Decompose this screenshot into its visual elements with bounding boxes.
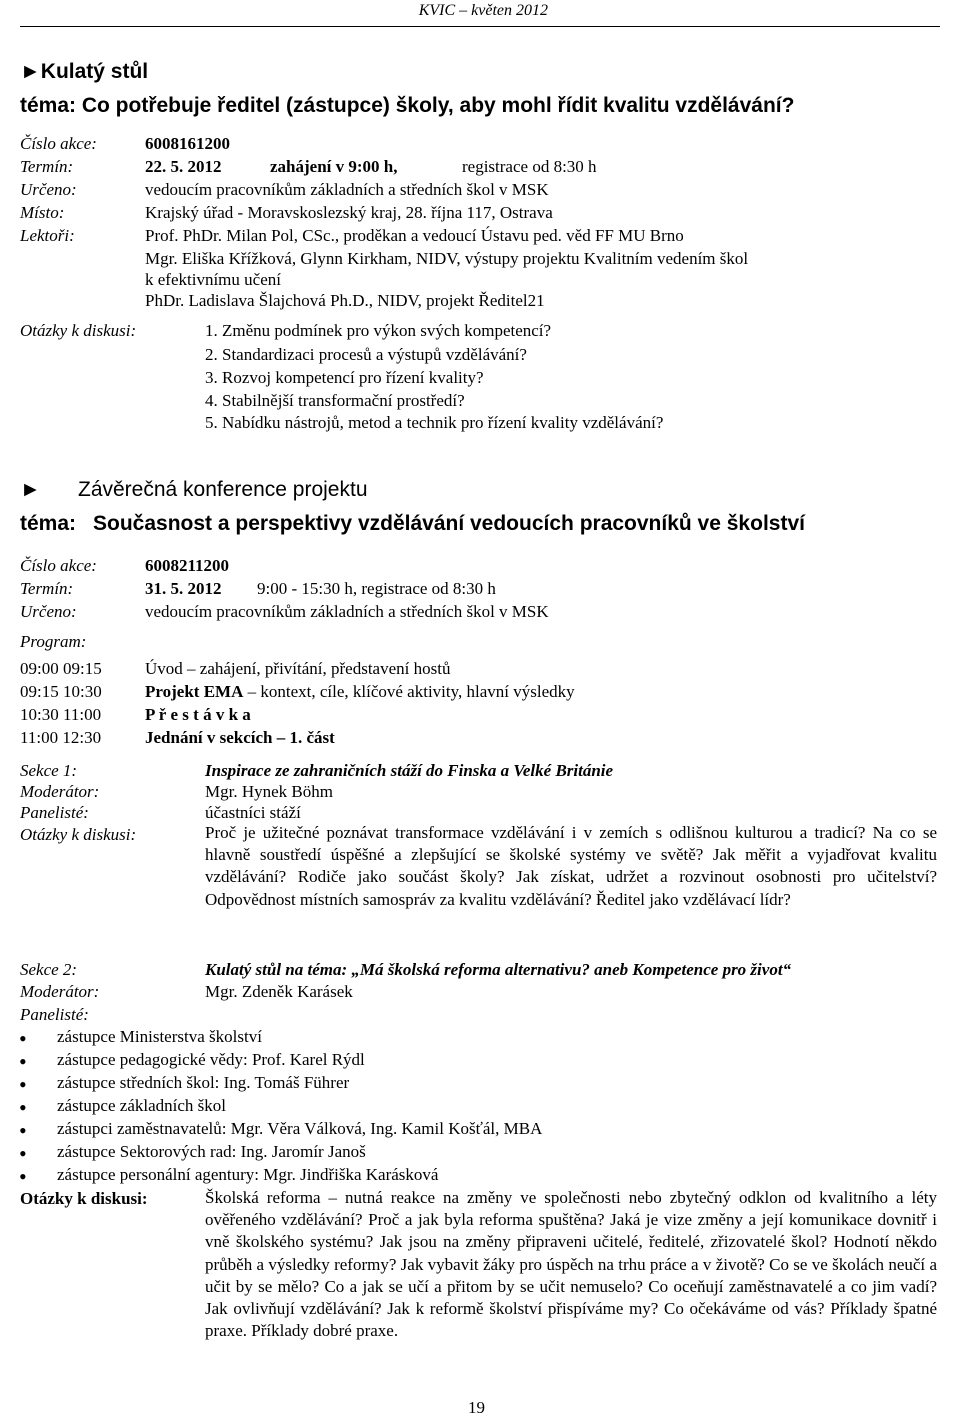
s1-label: Sekce 1:: [20, 761, 78, 780]
s2-title: Kulatý stůl na téma: „Má školská reforma alternativu? aneb Kompetence pro život“: [205, 960, 792, 979]
s2-label: Sekce 2:: [20, 960, 78, 979]
rt-action-label: Číslo akce:: [20, 134, 97, 153]
program-item-4: Jednání v sekcích – 1. část: [145, 728, 335, 747]
rt-term-start-text: zahájení v 9:00 h,: [270, 157, 398, 176]
rt-question-4: 4. Stabilnější transformační prostředí?: [205, 391, 465, 410]
bullet-icon: •: [19, 1026, 27, 1051]
conf-theme-label: téma:: [20, 512, 77, 535]
rt-lecturer-2-cont: k efektivnímu učení: [145, 270, 281, 289]
page-number: 19: [468, 1398, 485, 1417]
s1-questions-text: Proč je užitečné poznávat transformace vzdělávání i v zemích s odlišnou kulturou a tradicí? Na co se hlavně soustředí úspěšné a zlepšující se školské systémy ve světě? Jak měřit a vyjadřovat kvalitu vzdělávání? Rodiče jako součást školy? Jak získat, udržet a rozvinout osobnosti pro učitelství? Odpovědnost místních samospráv za kvalitu vzdělávání? Ředitel jako vzdělávací lídr?: [205, 823, 937, 909]
program-time-2: 09:15 10:30: [20, 682, 102, 701]
program-item-2-bold: Projekt EMA: [145, 682, 244, 701]
rt-questions-label: Otázky k diskusi:: [20, 321, 137, 340]
bullet-icon: •: [19, 1072, 27, 1097]
s2-panelists-label: Panelisté:: [20, 1005, 89, 1024]
rt-question-5: 5. Nabídku nástrojů, metod a technik pro řízení kvality vzdělávání?: [205, 413, 664, 432]
rt-intended-label: Určeno:: [20, 180, 77, 199]
s1-moderator: Mgr. Hynek Böhm: [205, 782, 333, 801]
bullet-icon: •: [19, 1118, 27, 1143]
conf-program-label: Program:: [20, 632, 87, 651]
conf-term-time: 9:00 - 15:30 h, registrace od 8:30 h: [257, 579, 496, 598]
s2-questions-text: Školská reforma – nutná reakce na změny ve společnosti nebo zbytečný odklon od kvalitního a léty ověřeného vzdělávání? Proč a jak byla reforma spuštěna? Jaká je vize změny a její komunikace dovnitř i vně školského systému? Jak jsou na změny připraveni učitelé, ředitelé, zřizovatelé škol? Hodnotí někdo průběh a výsledky reformy? Jak vybavit žáky pro úspěch na trhu práce a v životě? Co se ve školách neučí a učit by se mělo? Co a jak se učí a přitom by se učit nemuselo? Co oceňují zaměstnavatelé a co jim vadí? Jak ovlivňují vzdělávání? Jak k reformě školství přispíváme my? Co očekáváme od vás? Příklady špatné praxe. Příklady dobré praxe.: [205, 1188, 937, 1341]
conf-theme-value: Současnost a perspektivy vzdělávání vedoucích pracovníků ve školství: [93, 512, 805, 535]
bullet-icon: •: [19, 1049, 27, 1074]
conf-arrow: ►: [20, 478, 41, 501]
s1-questions-label: Otázky k diskusi:: [20, 825, 137, 844]
round-table-heading: ►Kulatý stůl: [20, 60, 149, 83]
s1-title: Inspirace ze zahraničních stáží do Finska a Velké Británie: [205, 761, 614, 780]
rt-lecturers-label: Lektoři:: [20, 226, 75, 245]
program-time-4: 11:00 12:30: [20, 728, 102, 747]
running-header: KVIC – květen 2012: [418, 2, 548, 19]
program-time-3: 10:30 11:00: [20, 705, 102, 724]
conf-intended-label: Určeno:: [20, 602, 77, 621]
rt-question-1: 1. Změnu podmínek pro výkon svých kompetencí?: [205, 321, 552, 340]
s2-panelist-4: zástupce základních škol: [57, 1096, 226, 1115]
rt-term-start: [270, 157, 398, 177]
s2-panelist-7: zástupce personální agentury: Mgr. Jindřiška Karásková: [57, 1165, 439, 1184]
s2-moderator: Mgr. Zdeněk Karásek: [205, 982, 353, 1001]
s2-panelist-6: zástupce Sektorových rad: Ing. Jaromír Janoš: [57, 1142, 366, 1161]
bullet-icon: •: [19, 1095, 27, 1120]
conf-term-label: Termín:: [20, 579, 74, 598]
s2-panelist-2: zástupce pedagogické vědy: Prof. Karel Rýdl: [57, 1050, 365, 1069]
conf-action-number: 6008211200: [145, 556, 230, 575]
program-item-2-rest: – kontext, cíle, klíčové aktivity, hlavní výsledky: [243, 682, 575, 701]
conf-heading: Závěrečná konference projektu: [78, 478, 368, 501]
header-rule: [20, 26, 940, 27]
program-time-1: 09:00 09:15: [20, 659, 102, 678]
rt-place-value: Krajský úřad - Moravskoslezský kraj, 28. října 117, Ostrava: [145, 203, 553, 222]
s2-moderator-label: Moderátor:: [20, 982, 100, 1001]
conf-action-label: Číslo akce:: [20, 556, 97, 575]
s2-panelist-3: zástupce středních škol: Ing. Tomáš Führer: [57, 1073, 350, 1092]
rt-intended-value: vedoucím pracovníkům základních a středních škol v MSK: [145, 180, 549, 199]
program-item-1: Úvod – zahájení, přivítání, představení hostů: [145, 659, 451, 678]
rt-question-2: 2. Standardizaci procesů a výstupů vzdělávání?: [205, 345, 527, 364]
s2-questions-label: Otázky k diskusi:: [20, 1189, 148, 1208]
rt-lecturer-1: Prof. PhDr. Milan Pol, CSc., proděkan a vedoucí Ústavu ped. věd FF MU Brno: [145, 226, 684, 245]
rt-term-date: 22. 5. 2012: [145, 157, 222, 176]
bullet-icon: •: [19, 1141, 27, 1166]
program-item-2: [145, 682, 575, 702]
s2-panelist-1: zástupce Ministerstva školství: [57, 1027, 262, 1046]
rt-lecturer-2: Mgr. Eliška Křížková, Glynn Kirkham, NIDV, výstupy projektu Kvalitním vedením škol: [145, 249, 749, 268]
s2-panelist-5: zástupci zaměstnavatelů: Mgr. Věra Válková, Ing. Kamil Košťál, MBA: [57, 1119, 543, 1138]
rt-lecturer-3: PhDr. Ladislava Šlajchová Ph.D., NIDV, projekt Ředitel21: [145, 291, 545, 310]
conf-intended-value: vedoucím pracovníkům základních a středních škol v MSK: [145, 602, 549, 621]
program-item-3: P ř e s t á v k a: [145, 705, 251, 724]
s1-moderator-label: Moderátor:: [20, 782, 100, 801]
conf-term-date: 31. 5. 2012: [145, 579, 222, 598]
s1-panelists: účastníci stáží: [205, 803, 301, 822]
s1-panelists-label: Panelisté:: [20, 803, 89, 822]
rt-term-label: Termín:: [20, 157, 74, 176]
rt-question-3: 3. Rozvoj kompetencí pro řízení kvality?: [205, 368, 484, 387]
rt-place-label: Místo:: [20, 203, 65, 222]
rt-action-number: 6008161200: [145, 134, 230, 153]
rt-term-registration: registrace od 8:30 h: [462, 157, 597, 176]
round-table-theme: téma: Co potřebuje ředitel (zástupce) školy, aby mohl řídit kvalitu vzdělávání?: [20, 94, 795, 117]
bullet-icon: •: [19, 1164, 27, 1189]
